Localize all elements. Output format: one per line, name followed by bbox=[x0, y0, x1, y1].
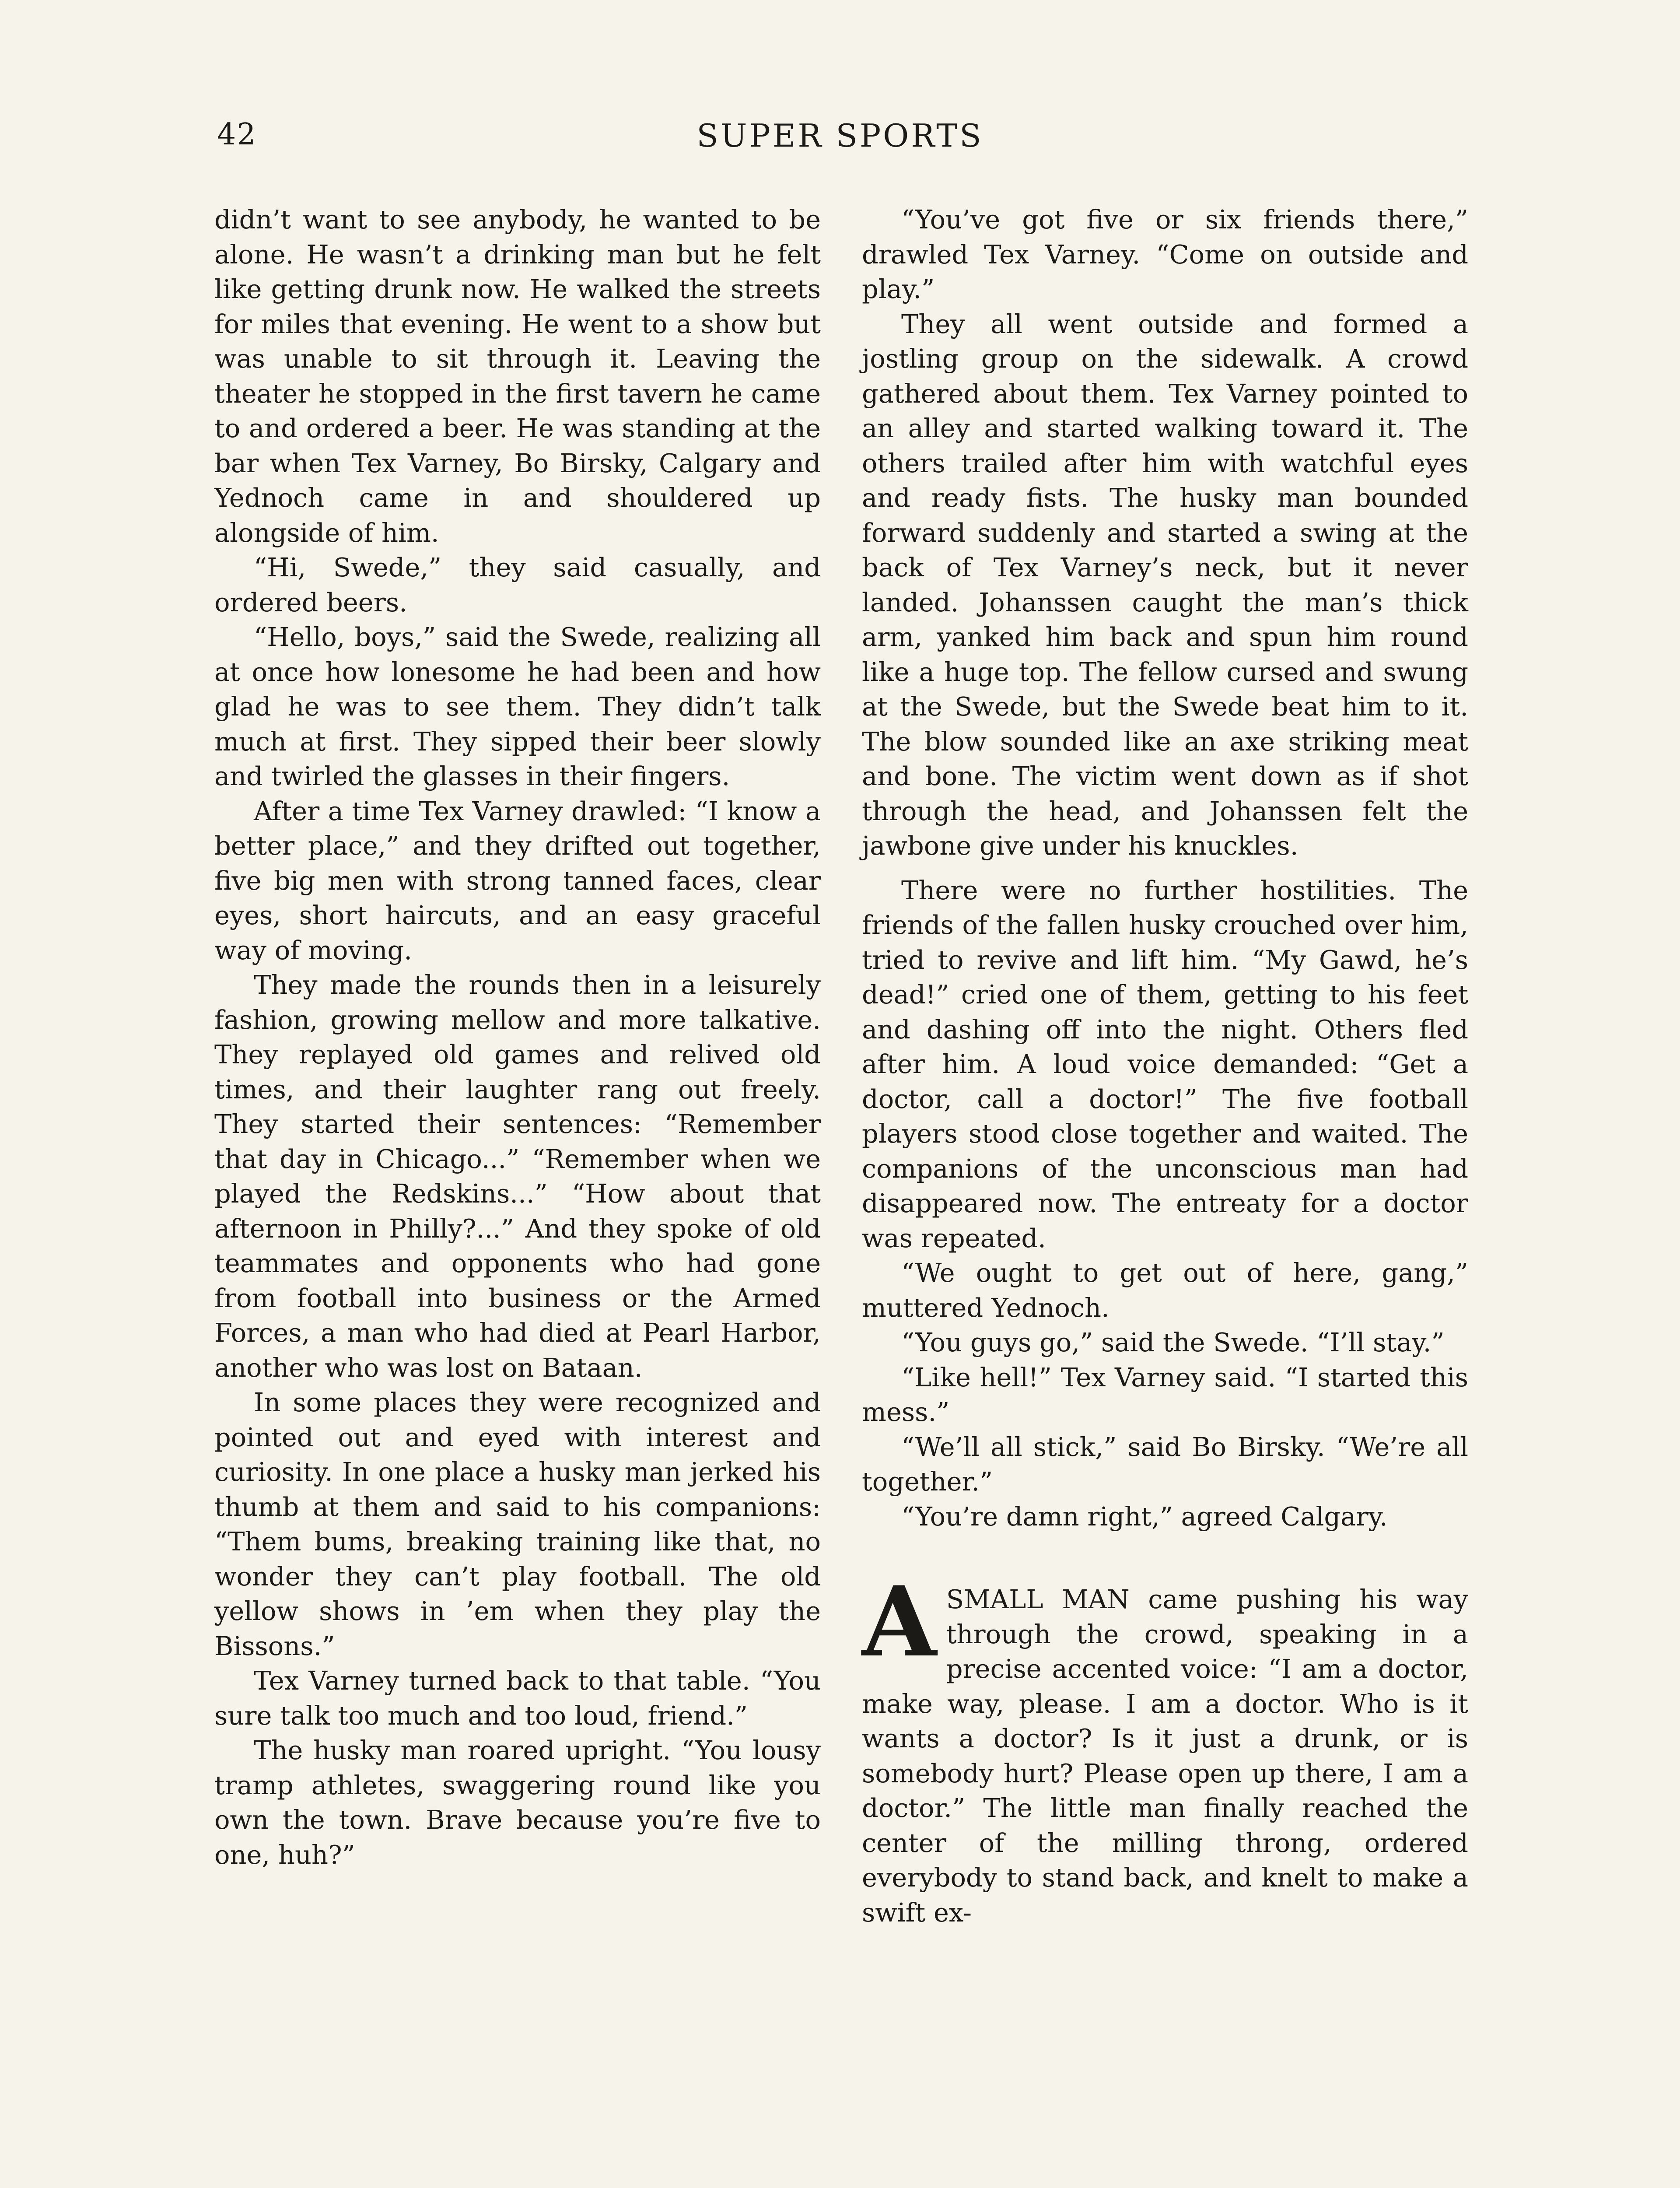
paragraph: “We’ll all stick,” said Bo Birsky. “We’re all together.” bbox=[862, 1431, 1468, 1497]
dropcap-paragraph-text: SMALL MAN came pushing his way through the crowd, speaking in a precise accented voice: “I am a doctor, make way, please. I am a doctor. Who is it wants a doctor? Is it just a drunk, or is somebody hurt? Please open up there, I am a doctor.” The little man finally reached the center of the milling throng, ordered everybody to stand back, and knelt to make a swift ex- bbox=[862, 1584, 1468, 1928]
paragraph: After a time Tex Varney drawled: “I know a better place,” and they drifted out together, five big men with strong tanned faces, clear eyes, short haircuts, and an easy graceful way of moving. bbox=[214, 796, 821, 965]
paragraph: The husky man roared upright. “You lousy tramp athletes, swaggering round like you own the town. Brave because you’re five to one, huh?” bbox=[214, 1735, 821, 1870]
paragraph: “You guys go,” said the Swede. “I’ll stay.” bbox=[901, 1327, 1445, 1357]
paragraph: “You’ve got five or six friends there,” drawled Tex Varney. “Come on outside and play.” bbox=[862, 204, 1468, 304]
paragraph: “Hi, Swede,” they said casually, and ordered beers. bbox=[214, 552, 821, 617]
drop-cap-letter: A bbox=[862, 1565, 937, 1678]
paragraph: There were no further hostilities. The friends of the fallen husky crouched over him, tried to revive and lift him. “My Gawd, he’s dead!” cried one of them, getting to his feet and dashing off into the night. Others fled after him. A loud voice demanded: “Get a doctor, call a doctor!” The five football players stood close together and waited. The companions of the unconscious man had disappeared now. The entreaty for a doctor was repeated. bbox=[862, 875, 1468, 1253]
dropcap-paragraph bbox=[862, 1565, 1468, 1930]
paragraph: “Like hell!” Tex Varney said. “I started this mess.” bbox=[862, 1362, 1468, 1427]
paragraph: “You’re damn right,” agreed Calgary. bbox=[901, 1501, 1388, 1532]
paragraph: They made the rounds then in a leisurely fashion, growing mellow and more talkative. They replayed old games and relived old times, and their laughter rang out freely. They started their sentences: “Remember that day in Chicago...” “Remember when we played the Redskins...” “How about that afternoon in Philly?...” And they spoke of old teammates and opponents who had gone from football into business or the Armed Forces, a man who had died at Pearl Harbor, another who was lost on Bataan. bbox=[214, 970, 821, 1383]
left-text-column bbox=[214, 202, 821, 1872]
running-head-title: SUPER SPORTS bbox=[696, 117, 984, 154]
right-text-column bbox=[862, 202, 1468, 1930]
paragraph: “Hello, boys,” said the Swede, realizing all at once how lonesome he had been and how glad he was to see them. They didn’t talk much at first. They sipped their beer slowly and twirled the glasses in their fingers. bbox=[214, 622, 821, 791]
paragraph: Tex Varney turned back to that table. “You sure talk too much and too loud, friend.” bbox=[214, 1666, 821, 1731]
paragraph: “We ought to get out of here, gang,” muttered Yednoch. bbox=[862, 1258, 1468, 1323]
paragraph: didn’t want to see anybody, he wanted to be alone. He wasn’t a drinking man but he felt like getting drunk now. He walked the streets for miles that evening. He went to a show but was unable to sit through it. Leaving the theater he stopped in the first tavern he came to and ordered a beer. He was standing at the bar when Tex Varney, Bo Birsky, Calgary and Yednoch came in and shouldered up alongside of him. bbox=[214, 204, 821, 548]
page-number: 42 bbox=[217, 117, 257, 152]
paragraph: They all went outside and formed a jostling group on the sidewalk. A crowd gathered about them. Tex Varney pointed to an alley and started walking toward it. The others trailed after him with watchful eyes and ready fists. The husky man bounded forward suddenly and started a swing at the back of Tex Varney’s neck, but it never landed. Johanssen caught the man’s thick arm, yanked him back and spun him round like a huge top. The fellow cursed and swung at the Swede, but the Swede beat him to it. The blow sounded like an axe striking meat and bone. The victim went down as if shot through the head, and Johanssen felt the jawbone give under his knuckles. bbox=[862, 309, 1468, 861]
paragraph: In some places they were recognized and pointed out and eyed with interest and curiosity. In one place a husky man jerked his thumb at them and said to his companions: “Them bums, breaking training like that, no wonder they can’t play football. The old yellow shows in ’em when they play the Bissons.” bbox=[214, 1387, 821, 1661]
